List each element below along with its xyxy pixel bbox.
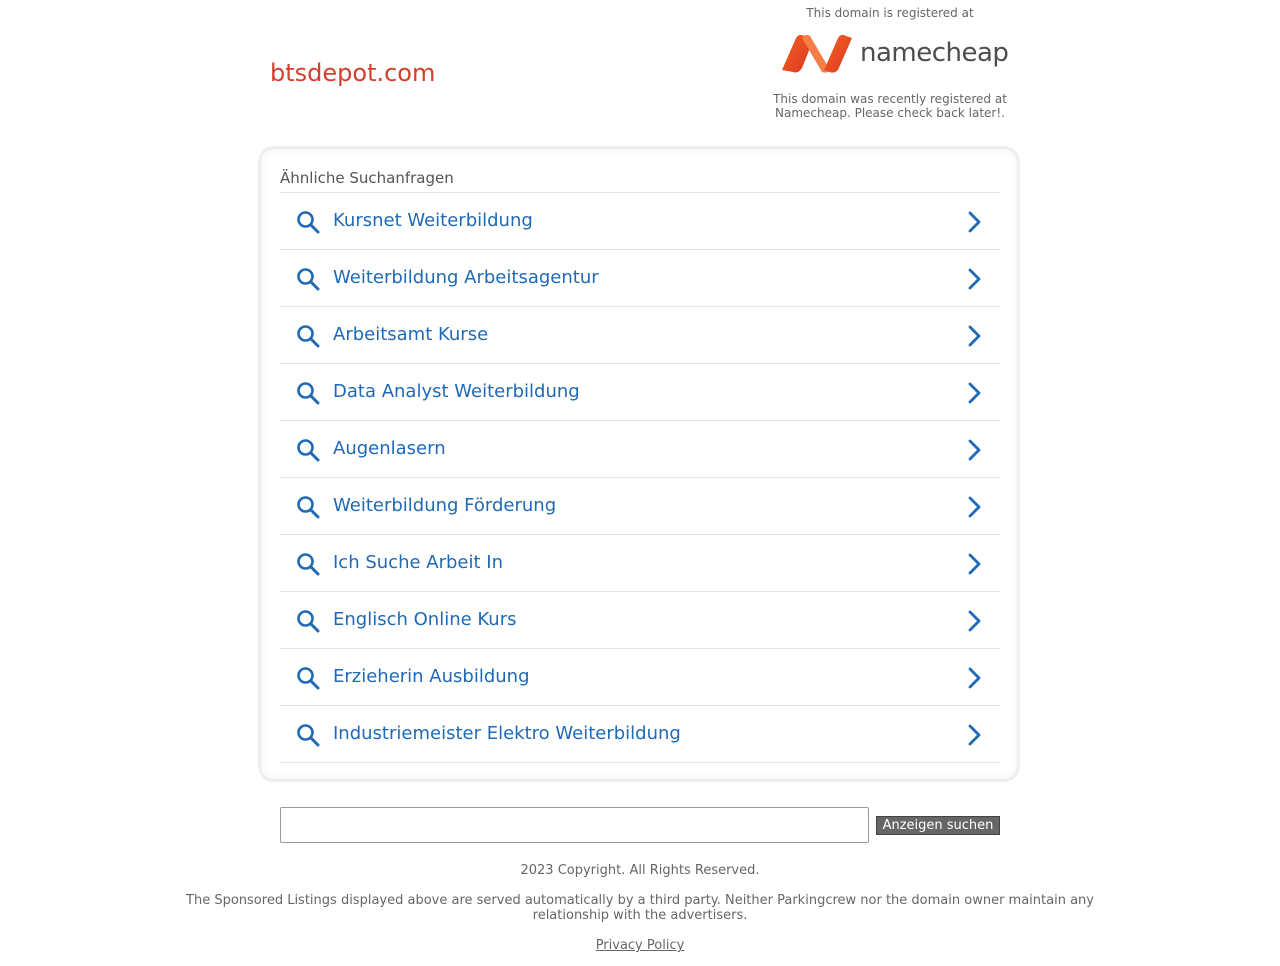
related-search-item[interactable]	[280, 364, 1000, 421]
related-search-label[interactable]: Data Analyst Weiterbildung	[333, 381, 580, 402]
search-icon	[296, 324, 320, 348]
search-icon	[296, 267, 320, 291]
search-icon	[296, 609, 320, 633]
related-search-label[interactable]: Ich Suche Arbeit In	[333, 552, 503, 573]
domain-name-title: btsdepot.com	[270, 59, 436, 87]
disclaimer-text: The Sponsored Listings displayed above are served automatically by a third party. Neither Parkingcrew nor the domain owner maintain any relationship with the advertisers.	[186, 893, 1094, 923]
registered-at-label: This domain is registered at	[806, 6, 974, 20]
related-search-item[interactable]	[280, 592, 1000, 649]
chevron-right-icon	[966, 382, 982, 404]
search-icon	[296, 723, 320, 747]
related-search-label[interactable]: Erzieherin Ausbildung	[333, 666, 530, 687]
privacy-policy	[0, 938, 1280, 953]
search-icon	[296, 438, 320, 462]
chevron-right-icon	[966, 667, 982, 689]
related-search-item[interactable]	[280, 535, 1000, 592]
namecheap-logo[interactable]	[780, 32, 1009, 76]
related-search-item[interactable]	[280, 250, 1000, 307]
related-search-label[interactable]: Weiterbildung Förderung	[333, 495, 557, 516]
chevron-right-icon	[966, 211, 982, 233]
chevron-right-icon	[966, 610, 982, 632]
chevron-right-icon	[966, 553, 982, 575]
namecheap-logo-icon	[780, 32, 854, 76]
search-input[interactable]	[280, 807, 869, 843]
related-searches-heading: Ähnliche Suchanfragen	[280, 169, 454, 187]
chevron-right-icon	[966, 496, 982, 518]
related-search-item[interactable]	[280, 193, 1000, 250]
related-search-label[interactable]: Augenlasern	[333, 438, 446, 459]
related-search-label[interactable]: Arbeitsamt Kurse	[333, 324, 489, 345]
search-icon	[296, 381, 320, 405]
search-icon	[296, 210, 320, 234]
chevron-right-icon	[966, 439, 982, 461]
related-search-item[interactable]	[280, 421, 1000, 478]
search-icon	[296, 666, 320, 690]
privacy-policy-link[interactable]: Privacy Policy	[595, 938, 685, 953]
related-search-item[interactable]	[280, 478, 1000, 535]
related-search-item[interactable]	[280, 706, 1000, 763]
related-search-label[interactable]: Industriemeister Elektro Weiterbildung	[333, 723, 681, 744]
copyright-text: 2023 Copyright. All Rights Reserved.	[520, 863, 760, 878]
chevron-right-icon	[966, 724, 982, 746]
related-searches-list	[280, 192, 1000, 763]
related-search-label[interactable]: Kursnet Weiterbildung	[333, 210, 533, 231]
chevron-right-icon	[966, 325, 982, 347]
chevron-right-icon	[966, 268, 982, 290]
related-search-item[interactable]	[280, 307, 1000, 364]
search-icon	[296, 552, 320, 576]
related-search-label[interactable]: Englisch Online Kurs	[333, 609, 517, 630]
search-icon	[296, 495, 320, 519]
logo-wordmark: namecheap	[860, 38, 1009, 68]
related-search-item[interactable]	[280, 649, 1000, 706]
related-search-label[interactable]: Weiterbildung Arbeitsagentur	[333, 267, 599, 288]
registration-note: This domain was recently registered at Namecheap. Please check back later!.	[773, 92, 1007, 120]
search-ads-button[interactable]: Anzeigen suchen	[876, 816, 1000, 835]
